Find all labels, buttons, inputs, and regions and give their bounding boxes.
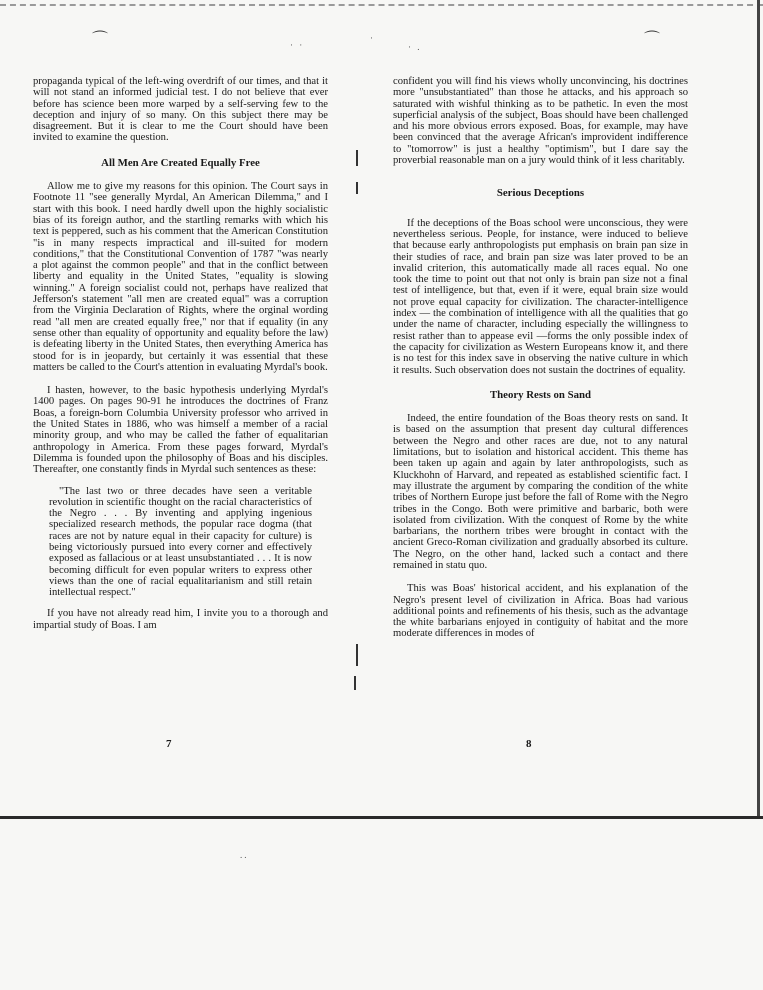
- scan-mark: [356, 644, 358, 666]
- paragraph: If the deceptions of the Boas school were unconscious, they were nevertheless serious. People, for instance, were induced to believe that because early anthropologists put emphasis on brain pan size in their studies of race, and brain pan size was later proved to be an invalid criterion, this automatically made all races equal. No one took the time to point out that not only is brain pan size not a final test of intelligence, but that, even if it were, equal brain size would not prove equal capacity for civilization. The character-intelligence index — the combination of intelligence with all the qualities that go under the name of character, including especially the willingness to resist rather than to appease evil —forms the only possible index of the capacity for civilization as Western Europeans know it, and there is no test for this index save in observing the native culture in which it results. Such observation does not sustain the doctrines of equality.: [393, 217, 688, 376]
- section-heading: Serious Deceptions: [496, 187, 585, 200]
- paragraph: Indeed, the entire foundation of the Boas theory rests on sand. It is based on the assumption that present day cultural differences between the Negro and other races are due, not to any natural limitations, but to isolation and historical accident. This theme has been taken up again and again by later anthropologists, such as Kluckhohn of Harvard, and repeated as established scientific fact. I may illustrate the argument by comparing the condition of the white tribes of Northern Europe just before the fall of Rome with the Negro tribes in the Congo. Both were primitive and barbaric, both were isolated from civilization. With the conquest of Rome by the white barbarians, the northern tribes were brought in contact with the ancient Greco-Roman civilization and gradually absorbed its culture. The Negro, on the other hand, lacked such a contact and there remained in statu quo.: [393, 413, 688, 571]
- scan-mark: [356, 182, 358, 194]
- binder-hole-mark-right: ⌒: [644, 31, 661, 48]
- section-heading: All Men Are Created Equally Free: [101, 156, 260, 169]
- paragraph: I hasten, however, to the basic hypothesis underlying Myrdal's 1400 pages. On pages 90-91 he introduces the doctrines of Franz Boas, a foreign-born Columbia University professor who arrived in the United States in 1886, who was himself a member of a racial minority group, and who may be called the father of equalitarian anthropology in America. From these pages forward, Myrdal's Dilemma is founded upon the philosophy of Boas and his disciples. Thereafter, one constantly finds in Myrdal such sentences as these:: [33, 385, 328, 476]
- binder-hole-mark-left: ⌒: [92, 31, 109, 48]
- block-quote: "The last two or three decades have seen a veritable revolution in scientific thought on the racial characteristics of the Negro . . . By inventing and applying ingenious specialized research methods, the popular race dogma (that races are not by nature equal in their capacity for culture) is being victoriously pursued into every corner and effectively exposed as fallacious or at least unsubstantiated . . . It is now becoming difficult for even popular writers to express other views than the one of racial equalitarianism and still retain intellectual respect.": [49, 485, 312, 599]
- scan-speck: · .: [408, 42, 422, 52]
- scan-page-fold-edge: [0, 816, 763, 819]
- paragraph: Allow me to give my reasons for this opinion. The Court says in Footnote 11 "see generally Myrdal, An American Dilemma," and I start with this book. I need hardly dwell upon the highly socialistic bias of its foreign author, and the startling remarks with which his text is peppered, such as his comment that the American Constitution "is in many respects impractical and ill-suited for modern conditions," that the Constitutional Convention of 1787 "was nearly a plot against the common people" and that in the conflict between liberty and equality in the United States, "equality is slowing winning." A foreign socialist could not, perhaps have realized that Jefferson's statement "all men are created equal" was a corruption from the Virginia Declaration of Rights, where the orginal wording read "all men are created equally free," nor that if equality (in any sense other than equality of opportunity and equality before the law) is defeating liberty in the United States, then everything America has stood for is in jeopardy, but certainly it was essential that these matters be called to the Court's attention in evaluating Myrdal's book.: [33, 181, 328, 373]
- scan-speck: · ·: [290, 40, 305, 50]
- section-heading: Theory Rests on Sand: [489, 388, 592, 401]
- paragraph: propaganda typical of the left-wing overdrift of our times, and that it will not stand an informed judicial test. I do not believe that ever before has science been more warped by a self-serving few to the deception and injury of so many. On this subject there may be disagreement. But it is clear to me the Court should have been invited to examine the question.: [33, 76, 328, 144]
- scan-mark: [354, 676, 356, 690]
- paragraph: confident you will find his views wholly unconvincing, his doctrines more "unsubstantiated" than those he attacks, and his approach so saturated with wishful thinking as to be pathetic. In even the most superficial analysis of the subject, Boas should have been challenged and his more obvious errors exposed. Boas, for example, may have been convinced that the average African's improvident indifference to "tomorrow" is just a healthy "optimism", but I dare say the proverbial reasonable man on a jury would think of it less charitably.: [393, 76, 688, 167]
- scan-speck: ·: [370, 33, 375, 43]
- page-number-right: 8: [526, 738, 532, 750]
- scan-mark: [356, 150, 358, 166]
- scan-speck: ..: [240, 850, 249, 860]
- paragraph: This was Boas' historical accident, and his explanation of the Negro's present level of civilization in Africa. Boas had various additional points and refinements of his thesis, such as the advantage the white barbarians enjoyed in contiguity of habitat and the more moderate differences in modes of: [393, 583, 688, 640]
- left-column: [33, 76, 328, 631]
- paragraph: If you have not already read him, I invite you to a thorough and impartial study of Boas. I am: [33, 608, 328, 631]
- right-column: [393, 76, 688, 640]
- scan-top-edge: [0, 4, 763, 6]
- scan-right-edge: [757, 0, 760, 818]
- page-number-left: 7: [166, 738, 172, 750]
